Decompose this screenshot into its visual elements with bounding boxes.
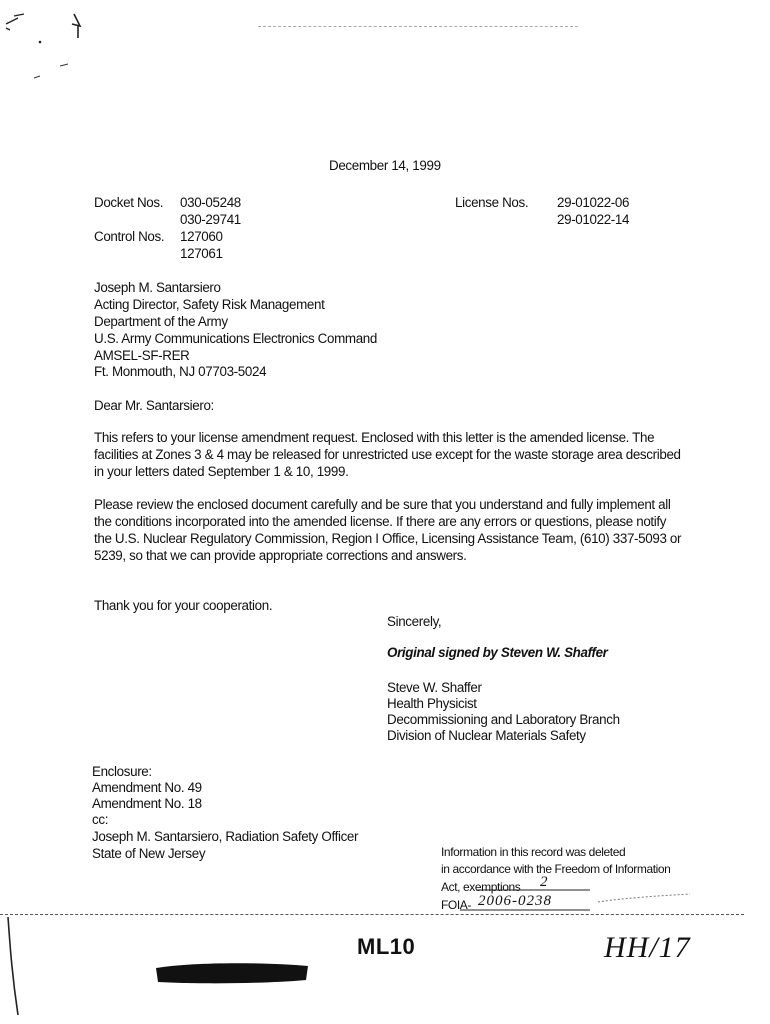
letter-date: December 14, 1999 xyxy=(329,158,441,173)
redaction-mark xyxy=(152,958,312,988)
foia-stamp-line: Act, exemptions xyxy=(441,880,521,894)
thanks-line: Thank you for your cooperation. xyxy=(94,598,273,613)
foia-stamp-line: FOIA- xyxy=(441,898,471,912)
foia-exemption-handwritten: 2 xyxy=(540,874,548,890)
address-line: Joseph M. Santarsiero xyxy=(94,280,221,295)
license-label: License Nos. xyxy=(455,195,529,210)
license-number-1: 29-01022-06 xyxy=(557,195,630,210)
docket-label: Docket Nos. xyxy=(94,195,164,210)
address-line: Ft. Monmouth, NJ 07703-5024 xyxy=(94,364,267,379)
cc-recipient: Joseph M. Santarsiero, Radiation Safety Officer xyxy=(92,829,359,844)
closing: Sincerely, xyxy=(387,614,442,629)
signature-line: Decommissioning and Laboratory Branch xyxy=(387,712,620,727)
scan-line-top xyxy=(258,26,578,27)
body-paragraph: Please review the enclosed document carefully and be sure that you understand and fully implement all the conditions incorporated into the amended license. If there are any errors or questions, please notify the U.S. Nuclear Regulatory Commission, Region I Office, Licensing Assistance Team, (610) 337-5093 or 5239, so that we can provide appropriate corrections and answers. xyxy=(94,497,682,563)
address-line: U.S. Army Communications Electronics Command xyxy=(94,331,378,346)
enclosure-item: Amendment No. 49 xyxy=(92,780,202,795)
handwritten-initials: HH/17 xyxy=(604,931,691,964)
address-line: Acting Director, Safety Risk Management xyxy=(94,297,325,312)
docket-number-1: 030-05248 xyxy=(180,195,241,210)
salutation: Dear Mr. Santarsiero: xyxy=(94,398,214,413)
foia-stamp-line: in accordance with the Freedom of Information xyxy=(441,862,671,876)
control-number-1: 127060 xyxy=(180,229,223,244)
enclosure-item: Amendment No. 18 xyxy=(92,796,202,811)
control-number-2: 127061 xyxy=(180,246,223,261)
address-line: AMSEL-SF-RER xyxy=(94,348,190,363)
signature-line: Health Physicist xyxy=(387,696,477,711)
foia-stamp-underlines xyxy=(440,870,700,920)
scan-line-bottom xyxy=(0,914,744,915)
address-line: Department of the Army xyxy=(94,314,228,329)
scan-artifact xyxy=(0,915,30,1020)
cc-label: cc: xyxy=(92,812,109,827)
signature-line: Division of Nuclear Materials Safety xyxy=(387,728,586,743)
docket-number-2: 030-29741 xyxy=(180,212,241,227)
signature-line: Steve W. Shaffer xyxy=(387,680,482,695)
document-code: ML10 xyxy=(357,934,416,959)
foia-number-handwritten: 2006-0238 xyxy=(478,893,552,909)
license-number-2: 29-01022-14 xyxy=(557,212,630,227)
enclosure-label: Enclosure: xyxy=(92,764,152,779)
original-signed-note: Original signed by Steven W. Shaffer xyxy=(387,645,608,660)
scan-artifact xyxy=(0,0,90,90)
body-paragraph: This refers to your license amendment request. Enclosed with this letter is the amended license. The facilities at Zones 3 & 4 may be released for unrestricted use except for the waste storage area described in your letters dated September 1 & 10, 1999. xyxy=(94,430,681,479)
control-label: Control Nos. xyxy=(94,229,165,244)
foia-stamp-line: Information in this record was deleted xyxy=(441,845,626,859)
cc-recipient: State of New Jersey xyxy=(92,846,206,861)
